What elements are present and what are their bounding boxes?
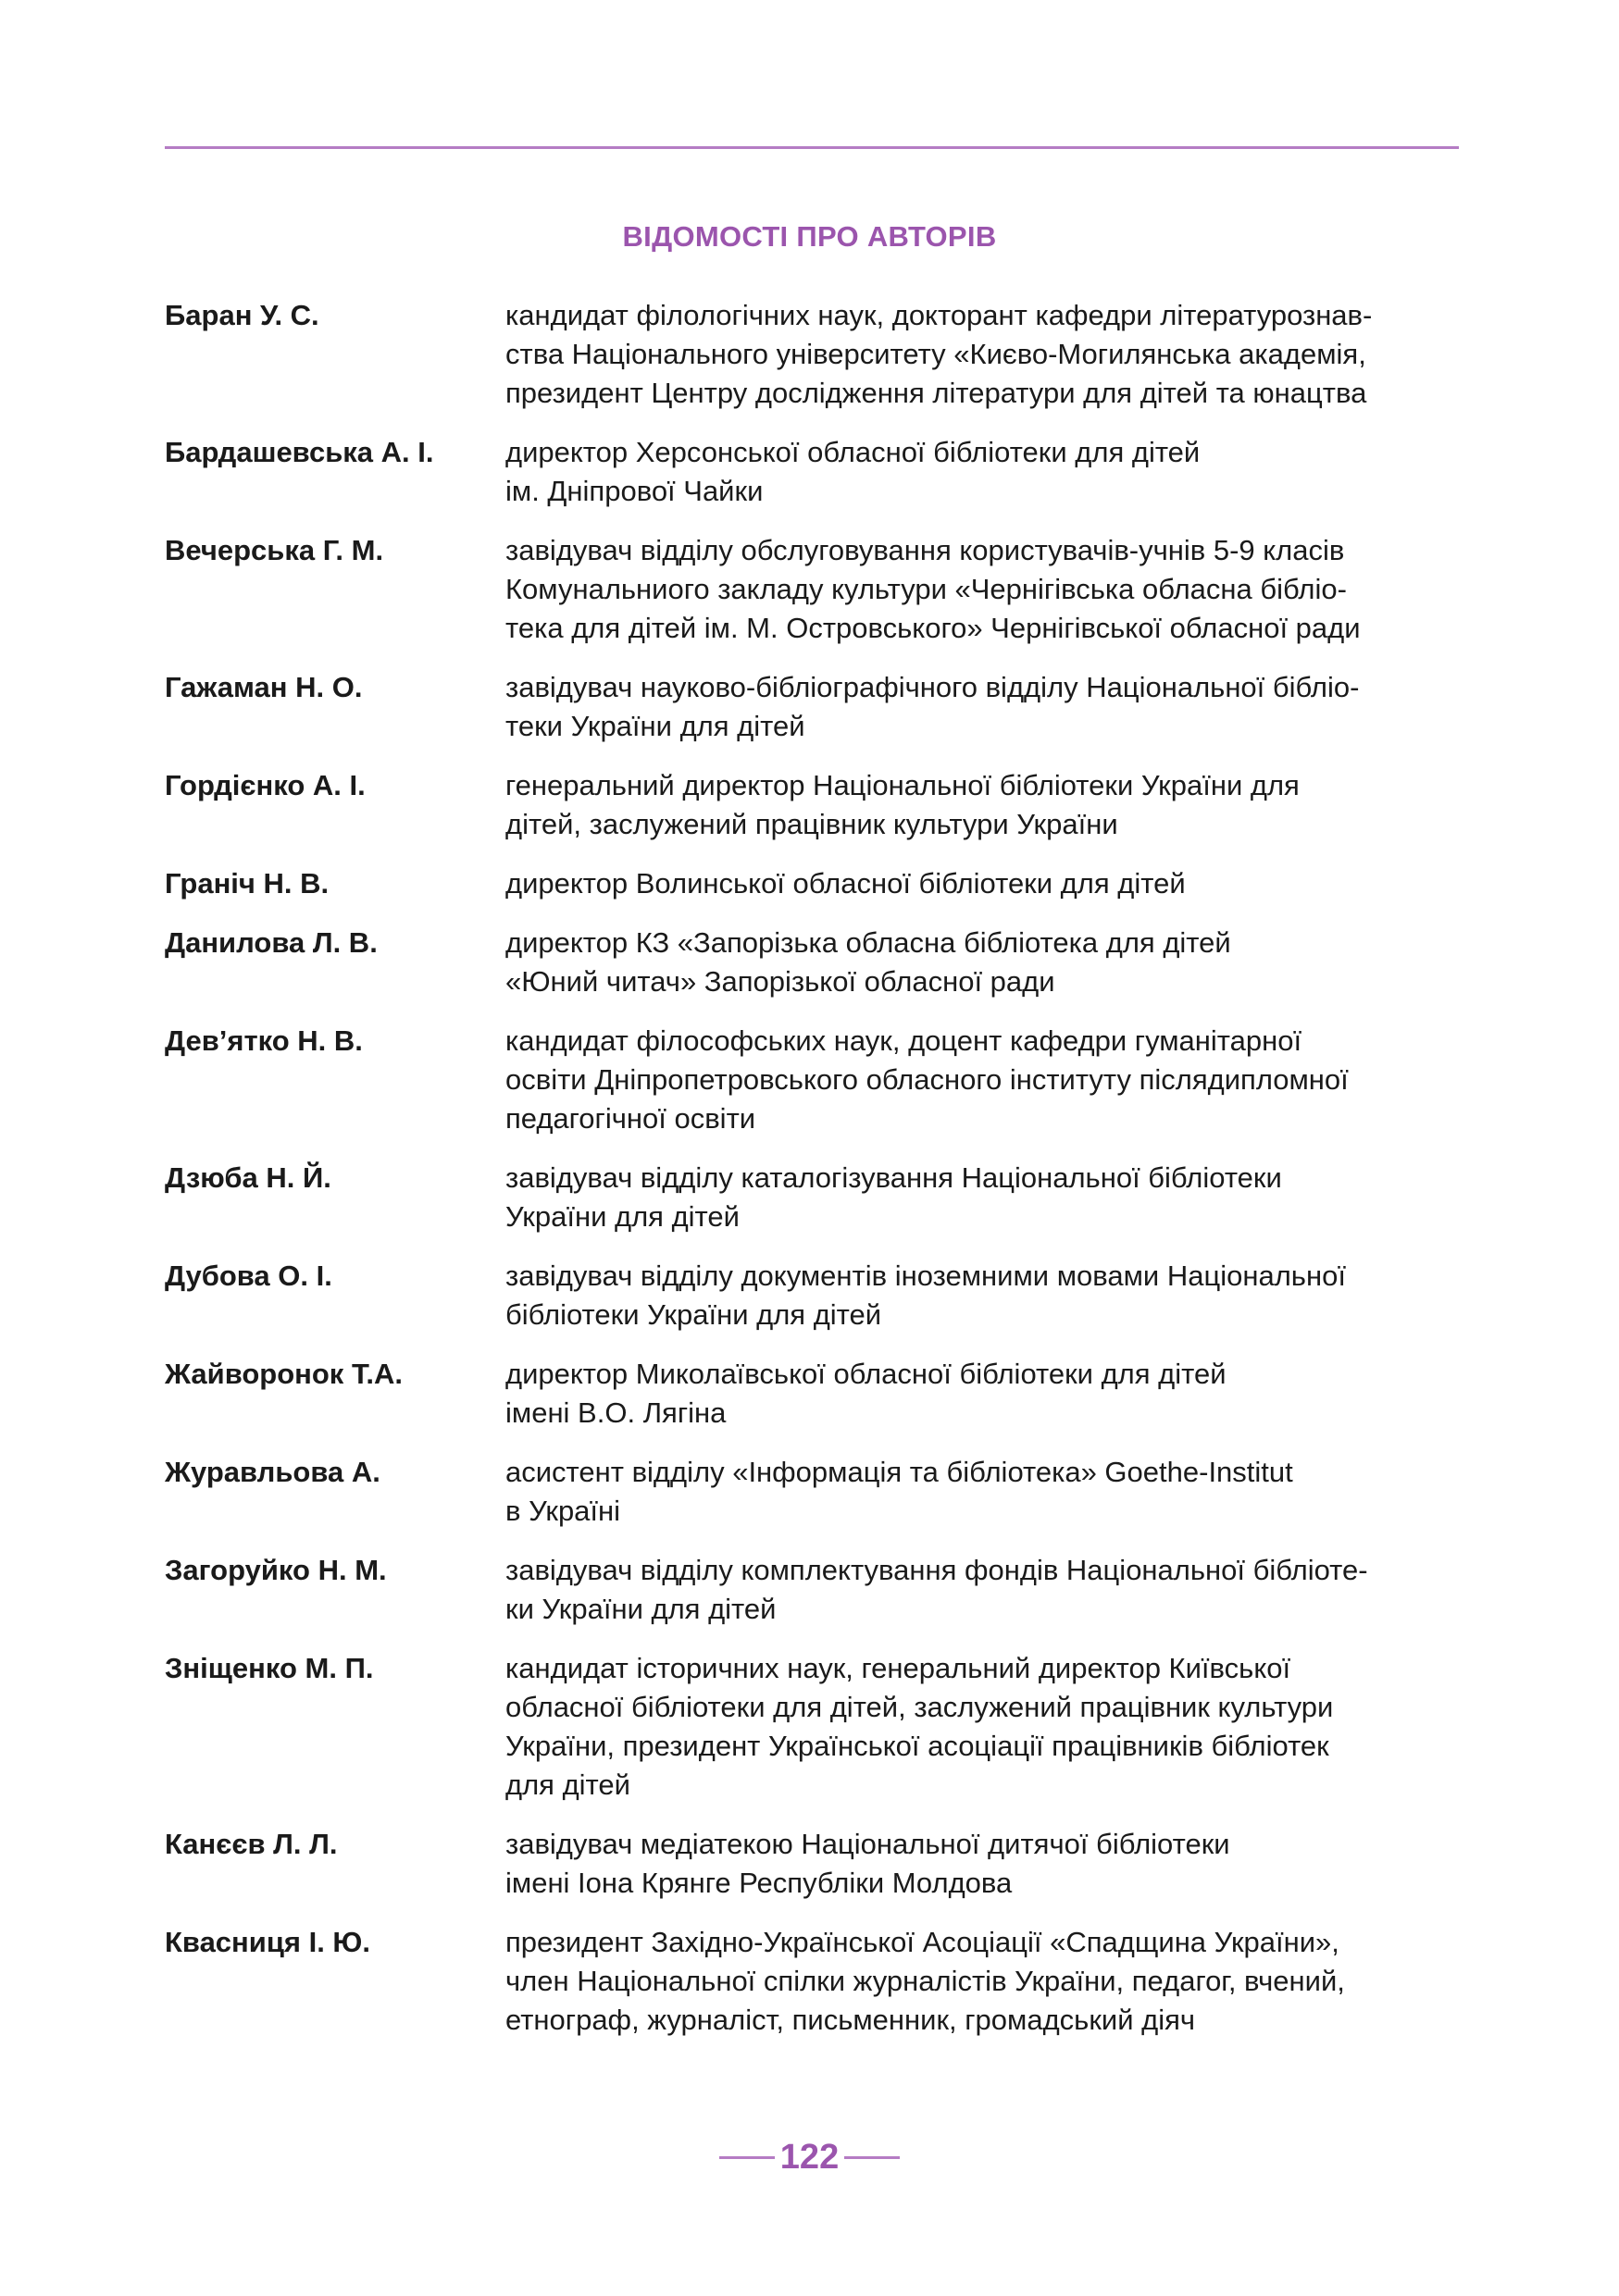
author-description [505, 924, 1461, 1001]
author-description-line: ім. Дніпрової Чайки [505, 475, 764, 507]
author-description-line: генеральний директор Національної бібліотеки України для [505, 769, 1300, 801]
author-entry [165, 766, 1461, 844]
author-name: Данилова Л. В. [165, 926, 378, 959]
author-name: Канєєв Л. Л. [165, 1828, 338, 1860]
author-description-line: ки України для дітей [505, 1593, 777, 1625]
author-description [505, 668, 1461, 746]
author-description [505, 1649, 1461, 1805]
author-name: Дубова О. І. [165, 1260, 332, 1292]
author-name: Гордієнко А. І. [165, 769, 366, 801]
author-name: Бардашевська А. І. [165, 436, 434, 468]
author-description-line: педагогічної освіти [505, 1102, 756, 1135]
author-description-line: тека для дітей ім. М. Островського» Чернігівської обласної ради [505, 612, 1361, 644]
author-entry [165, 1159, 1461, 1236]
author-description-line: ства Національного університету «Києво-Могилянська академія, [505, 338, 1366, 370]
author-description [505, 766, 1461, 844]
author-description-line: завідувач відділу комплектування фондів Національної бібліоте- [505, 1554, 1368, 1586]
page-heading: ВІДОМОСТІ ПРО АВТОРІВ [622, 220, 997, 253]
author-entry [165, 296, 1461, 413]
author-description-line: теки України для дітей [505, 710, 805, 742]
author-name: Вечерська Г. М. [165, 534, 384, 566]
author-description [505, 1257, 1461, 1334]
author-name: Дев’ятко Н. В. [165, 1024, 363, 1057]
author-description-line: член Національної спілки журналістів України, педагог, вчений, [505, 1965, 1345, 1997]
author-entry [165, 1453, 1461, 1531]
author-description-line: України для дітей [505, 1200, 740, 1233]
author-description [505, 296, 1461, 413]
author-description-line: завідувач науково-бібліографічного відділу Національної бібліо- [505, 671, 1360, 703]
author-description [505, 531, 1461, 648]
author-description-line: директор Волинської обласної бібліотеки для дітей [505, 867, 1186, 900]
author-name: Зніщенко М. П. [165, 1652, 374, 1684]
author-entry [165, 1649, 1461, 1805]
author-description [505, 1923, 1461, 2040]
author-description-line: в Україні [505, 1495, 621, 1527]
author-description-line: імені В.О. Лягіна [505, 1396, 727, 1429]
author-description-line: асистент відділу «Інформація та бібліотека» Goethe-Institut [505, 1456, 1293, 1488]
author-description-line: завідувач медіатекою Національної дитячої бібліотеки [505, 1828, 1230, 1860]
author-entry [165, 1022, 1461, 1138]
author-entry [165, 668, 1461, 746]
author-description-line: завідувач відділу каталогізування Національної бібліотеки [505, 1161, 1282, 1194]
author-entry [165, 531, 1461, 648]
author-entry [165, 864, 1461, 903]
author-description-line: завідувач відділу обслуговування користувачів-учнів 5-9 класів [505, 534, 1345, 566]
author-description [505, 1355, 1461, 1433]
page-number-rule-left [719, 2156, 775, 2159]
author-description-line: президент Центру дослідження літератури для дітей та юнацтва [505, 377, 1367, 409]
author-entry [165, 1923, 1461, 2040]
author-description [505, 1159, 1461, 1236]
author-description-line: для дітей [505, 1769, 630, 1801]
author-description-line: «Юний читач» Запорізької обласної ради [505, 965, 1055, 998]
author-description-line: завідувач відділу документів іноземними мовами Національної [505, 1260, 1346, 1292]
author-entry [165, 1551, 1461, 1629]
author-name: Дзюба Н. Й. [165, 1161, 331, 1194]
author-description-line: Комунальниого закладу культури «Чернігівська обласна бібліо- [505, 573, 1347, 605]
author-description [505, 1022, 1461, 1138]
author-name: Граніч Н. В. [165, 867, 330, 900]
author-description-line: директор КЗ «Запорізька обласна бібліотека для дітей [505, 926, 1231, 959]
author-description [505, 864, 1461, 903]
author-entry [165, 1257, 1461, 1334]
author-description-line: президент Західно-Української Асоціації «Спадщина України», [505, 1926, 1339, 1958]
author-description [505, 1825, 1461, 1903]
header-rule [165, 146, 1459, 149]
author-description-line: директор Херсонської обласної бібліотеки для дітей [505, 436, 1201, 468]
author-description-line: кандидат історичних наук, генеральний директор Київської [505, 1652, 1291, 1684]
author-description-line: етнограф, журналіст, письменник, громадський діяч [505, 2004, 1196, 2036]
author-description-line: обласної бібліотеки для дітей, заслужений працівник культури [505, 1691, 1334, 1723]
author-description [505, 1551, 1461, 1629]
authors-list [165, 296, 1461, 2060]
author-description-line: імені Іона Крянге Республіки Молдова [505, 1867, 1013, 1899]
author-entry [165, 433, 1461, 511]
author-name: Журавльова А. [165, 1456, 380, 1488]
page-number: 122 [779, 2138, 840, 2177]
author-name: Гажаман Н. О. [165, 671, 363, 703]
author-description-line: директор Миколаївської обласної бібліотеки для дітей [505, 1358, 1227, 1390]
author-description-line: бібліотеки України для дітей [505, 1298, 882, 1331]
author-name: Баран У. С. [165, 299, 319, 331]
page-number-footer [0, 2138, 1619, 2178]
author-description [505, 433, 1461, 511]
author-description-line: освіти Дніпропетровського обласного інституту післядипломної [505, 1063, 1349, 1096]
author-description-line: України, президент Української асоціації працівників бібліотек [505, 1730, 1329, 1762]
author-description-line: кандидат філософських наук, доцент кафедри гуманітарної [505, 1024, 1302, 1057]
author-entry [165, 1825, 1461, 1903]
author-name: Загоруйко Н. М. [165, 1554, 387, 1586]
author-entry [165, 1355, 1461, 1433]
author-name: Жайворонок Т.А. [165, 1358, 403, 1390]
page-number-rule-right [844, 2156, 900, 2159]
author-entry [165, 924, 1461, 1001]
author-name: Квасниця І. Ю. [165, 1926, 371, 1958]
author-description-line: дітей, заслужений працівник культури України [505, 808, 1118, 840]
author-description [505, 1453, 1461, 1531]
author-description-line: кандидат філологічних наук, докторант кафедри літературознав- [505, 299, 1373, 331]
